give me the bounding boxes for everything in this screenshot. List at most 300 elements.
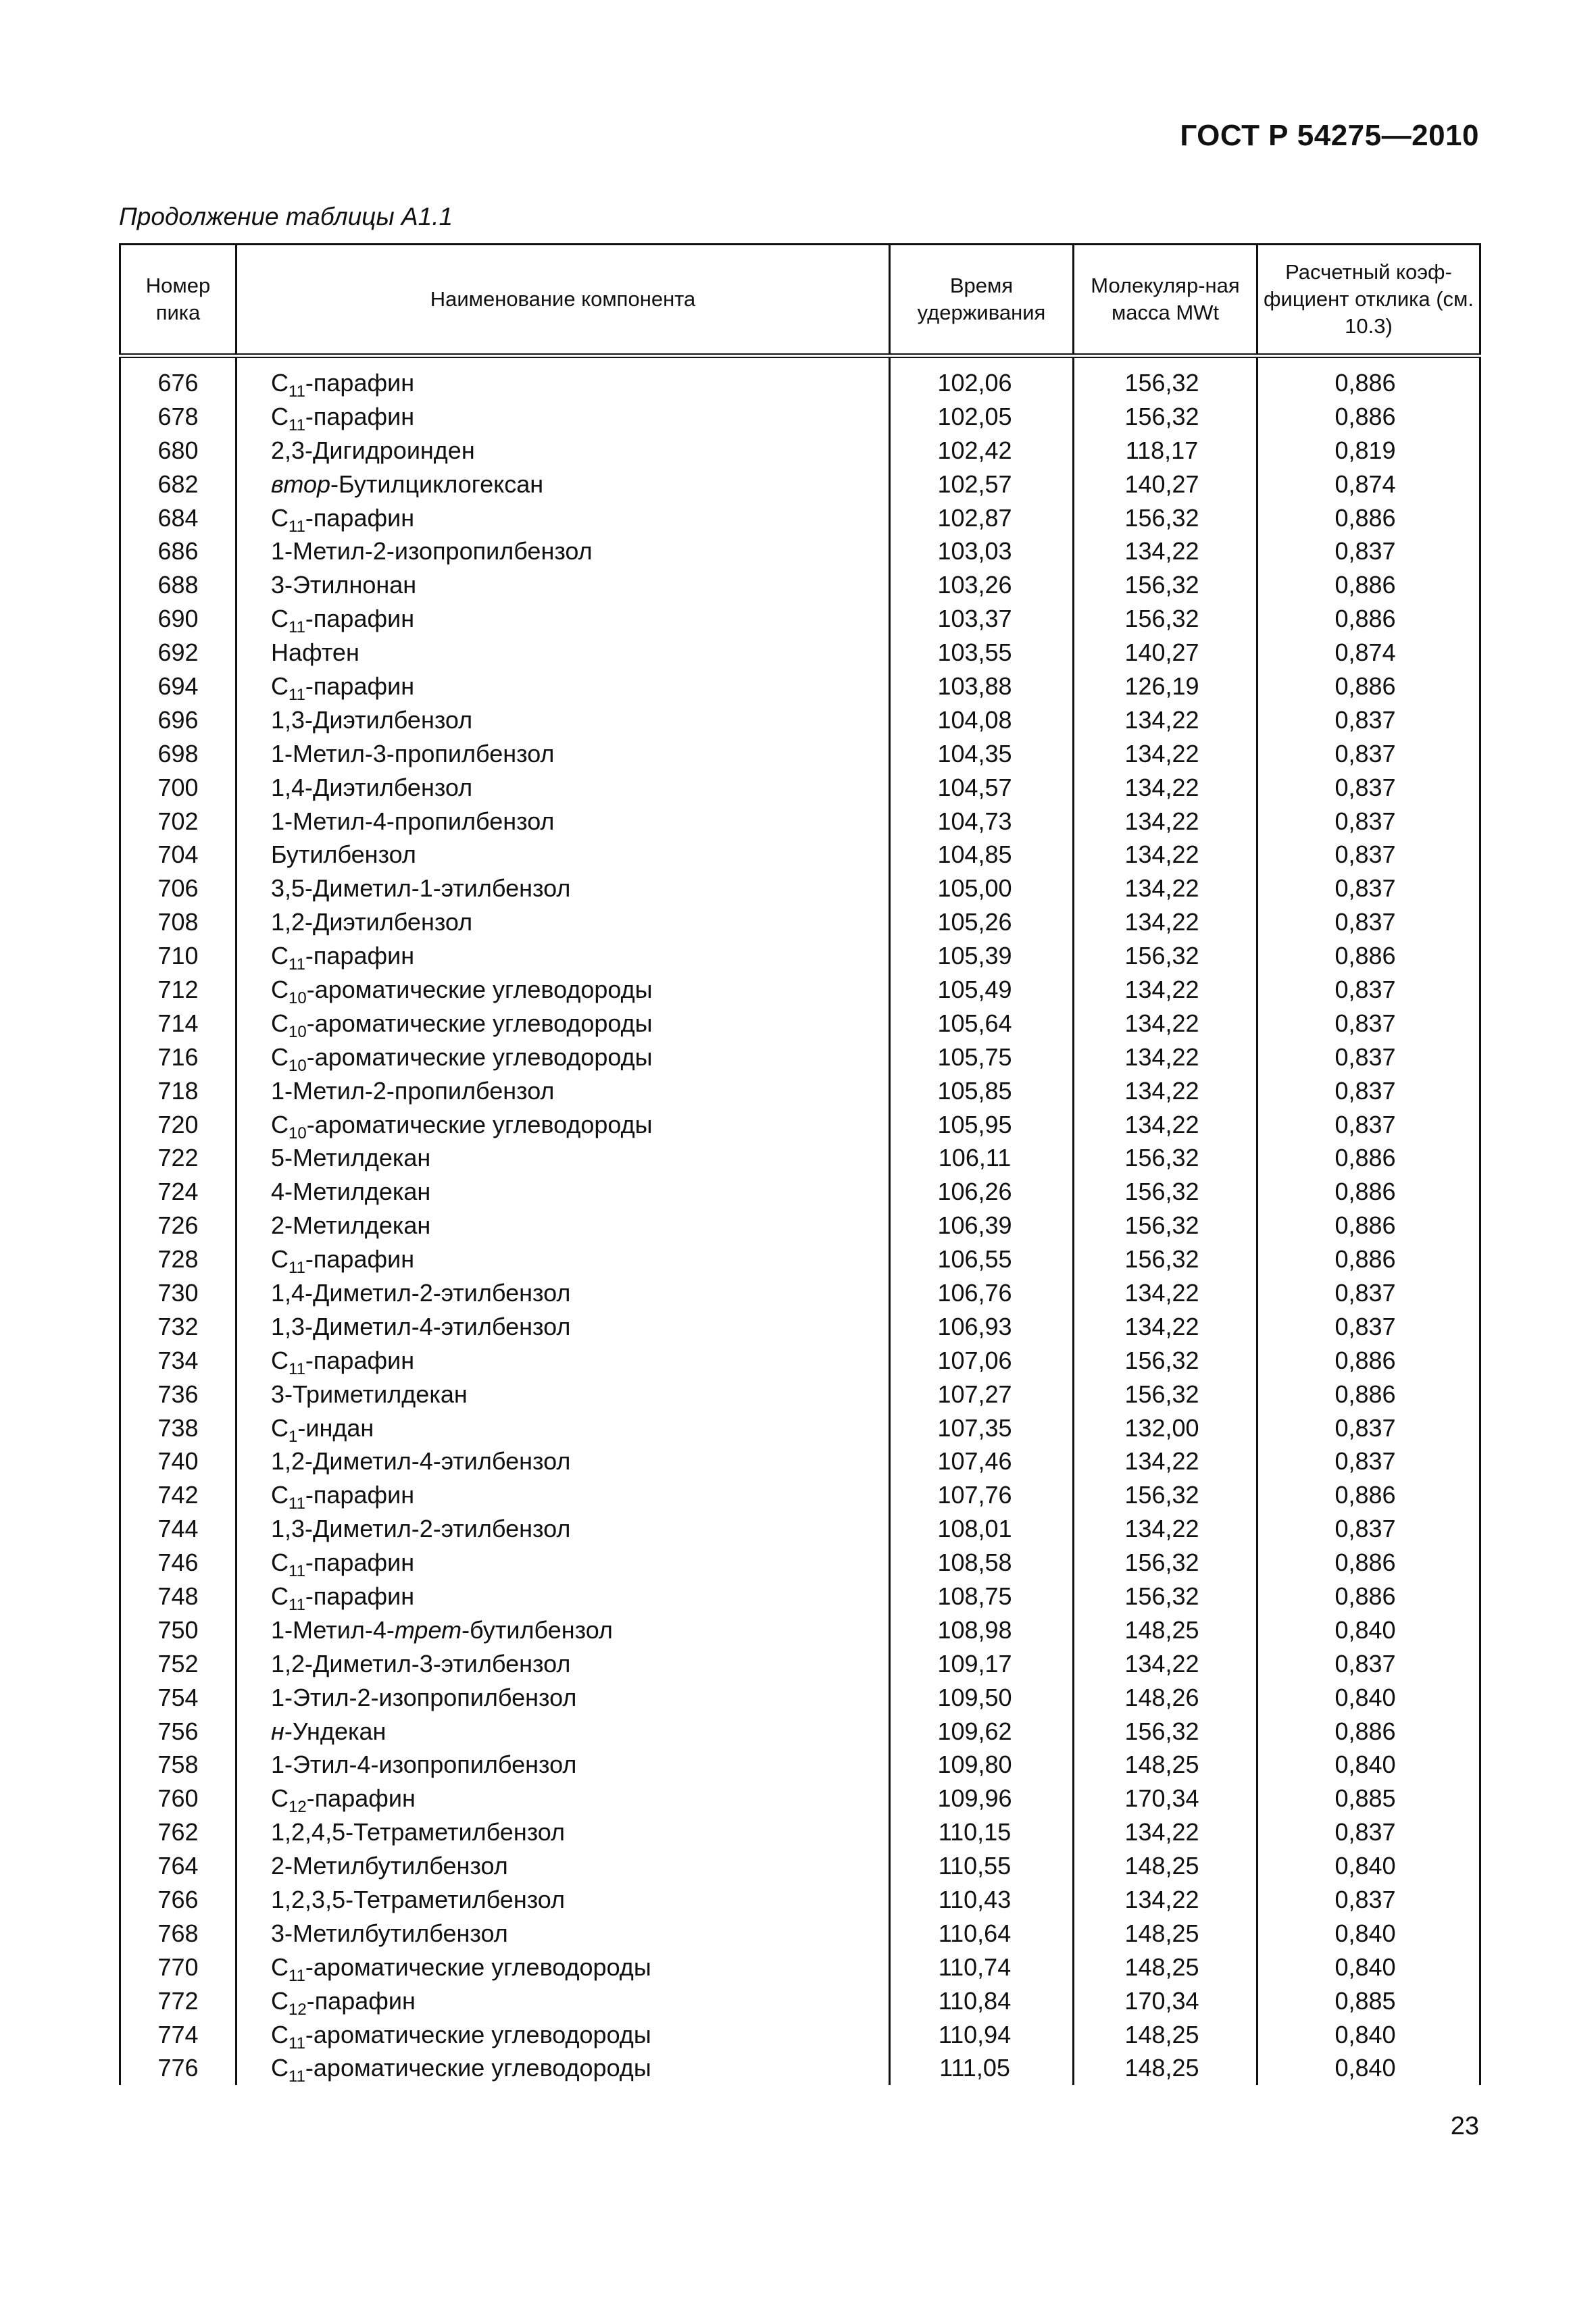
component-name-part: C <box>271 1582 289 1610</box>
peak-number: 734 <box>120 1344 236 1378</box>
response-factor: 0,874 <box>1257 636 1480 670</box>
retention-time: 104,85 <box>890 838 1074 872</box>
component-name-part: C <box>271 1346 289 1374</box>
retention-time: 110,64 <box>890 1917 1074 1951</box>
peak-number: 698 <box>120 737 236 771</box>
component-name-part: C <box>271 942 289 970</box>
response-factor: 0,840 <box>1257 1749 1480 1782</box>
component-name <box>236 1749 890 1782</box>
table-row <box>120 838 1480 872</box>
component-name-part: 1-Метил-3-пропилбензол <box>271 739 555 768</box>
component-name-part: 3-Метилбутилбензол <box>271 1919 508 1947</box>
table-row <box>120 1613 1480 1647</box>
peak-number: 712 <box>120 973 236 1007</box>
component-name <box>236 771 890 805</box>
response-factor: 0,886 <box>1257 1378 1480 1411</box>
table-row <box>120 356 1480 400</box>
component-name <box>236 1411 890 1445</box>
response-factor: 0,886 <box>1257 1175 1480 1209</box>
peak-number: 768 <box>120 1917 236 1951</box>
peak-number: 704 <box>120 838 236 872</box>
retention-time: 106,11 <box>890 1141 1074 1175</box>
peak-number: 728 <box>120 1242 236 1276</box>
component-name <box>236 1849 890 1883</box>
component-name <box>236 872 890 905</box>
table-row <box>120 1411 1480 1445</box>
peak-number: 760 <box>120 1782 236 1815</box>
peak-number: 722 <box>120 1141 236 1175</box>
molecular-mass: 156,32 <box>1074 1141 1257 1175</box>
component-name <box>236 1613 890 1647</box>
component-name <box>236 838 890 872</box>
response-factor: 0,840 <box>1257 1613 1480 1647</box>
peak-number: 684 <box>120 501 236 535</box>
response-factor: 0,837 <box>1257 838 1480 872</box>
molecular-mass: 134,22 <box>1074 1445 1257 1479</box>
peak-number: 764 <box>120 1849 236 1883</box>
peak-number: 740 <box>120 1445 236 1479</box>
response-factor: 0,840 <box>1257 2052 1480 2086</box>
retention-time: 102,87 <box>890 501 1074 535</box>
response-factor: 0,840 <box>1257 2018 1480 2052</box>
component-name-part: -ароматические углеводороды <box>306 975 653 1003</box>
component-name-part: -парафин <box>305 672 415 700</box>
molecular-mass: 156,32 <box>1074 602 1257 636</box>
response-factor: 0,837 <box>1257 805 1480 838</box>
table-row <box>120 939 1480 973</box>
table-row <box>120 2018 1480 2052</box>
peak-number: 730 <box>120 1276 236 1310</box>
molecular-mass: 148,25 <box>1074 1749 1257 1782</box>
retention-time: 102,06 <box>890 356 1074 400</box>
molecular-mass: 156,32 <box>1074 1580 1257 1613</box>
molecular-mass: 134,22 <box>1074 703 1257 737</box>
retention-time: 106,26 <box>890 1175 1074 1209</box>
component-name-part: -индан <box>297 1413 374 1442</box>
component-name <box>236 602 890 636</box>
table-row <box>120 1276 1480 1310</box>
col-header-retention-time: Время удерживания <box>890 245 1074 356</box>
molecular-mass: 134,22 <box>1074 1815 1257 1849</box>
component-name <box>236 939 890 973</box>
component-name <box>236 1580 890 1613</box>
molecular-mass: 140,27 <box>1074 636 1257 670</box>
molecular-mass: 156,32 <box>1074 400 1257 434</box>
component-name-part: C <box>271 2020 289 2048</box>
molecular-mass: 170,34 <box>1074 1782 1257 1815</box>
retention-time: 105,95 <box>890 1108 1074 1142</box>
component-name <box>236 805 890 838</box>
component-name-part: 10 <box>289 1124 307 1142</box>
retention-time: 108,01 <box>890 1512 1074 1546</box>
peak-number: 708 <box>120 905 236 939</box>
table-row <box>120 1175 1480 1209</box>
retention-time: 109,17 <box>890 1647 1074 1681</box>
peak-number: 736 <box>120 1378 236 1411</box>
retention-time: 107,76 <box>890 1478 1074 1512</box>
molecular-mass: 134,22 <box>1074 1040 1257 1074</box>
molecular-mass: 156,32 <box>1074 939 1257 973</box>
table-row <box>120 501 1480 535</box>
component-name-part: 3-Триметилдекан <box>271 1380 468 1408</box>
retention-time: 107,46 <box>890 1445 1074 1479</box>
response-factor: 0,886 <box>1257 568 1480 602</box>
component-name-part: C <box>271 503 289 532</box>
peak-number: 772 <box>120 1984 236 2018</box>
retention-time: 105,85 <box>890 1074 1074 1108</box>
response-factor: 0,886 <box>1257 1242 1480 1276</box>
component-name-part: C <box>271 1110 289 1138</box>
molecular-mass: 132,00 <box>1074 1411 1257 1445</box>
retention-time: 103,03 <box>890 534 1074 568</box>
response-factor: 0,819 <box>1257 434 1480 468</box>
table-row <box>120 1310 1480 1344</box>
peak-number: 758 <box>120 1749 236 1782</box>
component-name-part: н <box>271 1717 284 1745</box>
component-name-part: -парафин <box>305 1582 415 1610</box>
molecular-mass: 118,17 <box>1074 434 1257 468</box>
component-name-part: C <box>271 1953 289 1981</box>
component-name-part: 4-Метилдекан <box>271 1178 431 1206</box>
retention-time: 110,94 <box>890 2018 1074 2052</box>
component-name-part: C <box>271 368 289 397</box>
table-row <box>120 771 1480 805</box>
component-name-part: -парафин <box>306 1986 416 2015</box>
component-name-part: -ароматические углеводороды <box>305 2054 651 2082</box>
component-name <box>236 1546 890 1580</box>
table-row <box>120 1108 1480 1142</box>
component-name <box>236 1681 890 1715</box>
molecular-mass: 134,22 <box>1074 1108 1257 1142</box>
retention-time: 107,35 <box>890 1411 1074 1445</box>
peak-number: 686 <box>120 534 236 568</box>
component-name <box>236 636 890 670</box>
component-name-part: 1-Этил-2-изопропилбензол <box>271 1683 577 1711</box>
component-name-part: 11 <box>289 955 305 974</box>
component-name-part: 1-Метил-4-пропилбензол <box>271 807 555 835</box>
table-row <box>120 534 1480 568</box>
component-name <box>236 1040 890 1074</box>
table-row <box>120 568 1480 602</box>
table-row <box>120 1815 1480 1849</box>
molecular-mass: 140,27 <box>1074 468 1257 501</box>
component-name-part: 1-Метил-4- <box>271 1615 395 1644</box>
molecular-mass: 156,32 <box>1074 1175 1257 1209</box>
component-name-part: -парафин <box>305 605 415 633</box>
component-name <box>236 973 890 1007</box>
molecular-mass: 134,22 <box>1074 838 1257 872</box>
table-row <box>120 1749 1480 1782</box>
peak-number: 720 <box>120 1108 236 1142</box>
peak-number: 774 <box>120 2018 236 2052</box>
component-name-part: 1,2-Диметил-3-этилбензол <box>271 1649 571 1678</box>
component-name-part: C <box>271 2054 289 2082</box>
molecular-mass: 126,19 <box>1074 670 1257 703</box>
response-factor: 0,886 <box>1257 939 1480 973</box>
component-name-part: 1,4-Диэтилбензол <box>271 773 473 801</box>
component-name-part: Нафтен <box>271 638 359 667</box>
response-factor: 0,840 <box>1257 1917 1480 1951</box>
peak-number: 692 <box>120 636 236 670</box>
retention-time: 104,57 <box>890 771 1074 805</box>
retention-time: 105,64 <box>890 1007 1074 1040</box>
table-row <box>120 1917 1480 1951</box>
molecular-mass: 156,32 <box>1074 1344 1257 1378</box>
table-header-row <box>120 245 1480 356</box>
response-factor: 0,886 <box>1257 1580 1480 1613</box>
response-factor: 0,840 <box>1257 1681 1480 1715</box>
component-name-part: 2,3-Дигидроинден <box>271 436 475 464</box>
response-factor: 0,837 <box>1257 905 1480 939</box>
response-factor: 0,886 <box>1257 670 1480 703</box>
retention-time: 106,76 <box>890 1276 1074 1310</box>
peak-number: 732 <box>120 1310 236 1344</box>
component-name-part: 1,3-Диэтилбензол <box>271 705 473 734</box>
peak-number: 696 <box>120 703 236 737</box>
component-name <box>236 534 890 568</box>
peak-number: 716 <box>120 1040 236 1074</box>
table-row <box>120 1378 1480 1411</box>
retention-time: 102,57 <box>890 468 1074 501</box>
component-name-part: C <box>271 402 289 430</box>
molecular-mass: 148,25 <box>1074 1613 1257 1647</box>
retention-time: 104,73 <box>890 805 1074 838</box>
table-row <box>120 973 1480 1007</box>
component-name-part: 1,3-Диметил-4-этилбензол <box>271 1312 571 1340</box>
component-name <box>236 1310 890 1344</box>
component-name <box>236 1715 890 1749</box>
peak-number: 694 <box>120 670 236 703</box>
component-name <box>236 1478 890 1512</box>
retention-time: 102,05 <box>890 400 1074 434</box>
peak-number: 688 <box>120 568 236 602</box>
component-name-part: -парафин <box>305 1245 415 1274</box>
table-row <box>120 905 1480 939</box>
retention-time: 103,88 <box>890 670 1074 703</box>
response-factor: 0,886 <box>1257 1478 1480 1512</box>
component-name-part: 11 <box>289 1259 305 1278</box>
response-factor: 0,886 <box>1257 1546 1480 1580</box>
molecular-mass: 134,22 <box>1074 1276 1257 1310</box>
table-row <box>120 468 1480 501</box>
component-name-part: C <box>271 1042 289 1071</box>
response-factor: 0,837 <box>1257 703 1480 737</box>
response-factor: 0,837 <box>1257 872 1480 905</box>
retention-time: 109,80 <box>890 1749 1074 1782</box>
retention-time: 105,26 <box>890 905 1074 939</box>
table-row <box>120 1445 1480 1479</box>
peak-number: 690 <box>120 602 236 636</box>
component-name-part: C <box>271 605 289 633</box>
col-header-response-factor: Расчетный коэф-фициент отклика (см. 10.3) <box>1257 245 1480 356</box>
component-name-part: 1,2,3,5-Тетраметилбензол <box>271 1886 566 1914</box>
response-factor: 0,837 <box>1257 1411 1480 1445</box>
component-name-part: 1,3-Диметил-2-этилбензол <box>271 1515 571 1543</box>
peak-number: 744 <box>120 1512 236 1546</box>
table-row <box>120 1647 1480 1681</box>
peak-number: 746 <box>120 1546 236 1580</box>
table-row <box>120 872 1480 905</box>
retention-time: 106,55 <box>890 1242 1074 1276</box>
component-name <box>236 905 890 939</box>
molecular-mass: 170,34 <box>1074 1984 1257 2018</box>
retention-time: 110,84 <box>890 1984 1074 2018</box>
table-row <box>120 1546 1480 1580</box>
table-row <box>120 636 1480 670</box>
component-name-part: 2-Метилдекан <box>271 1211 431 1240</box>
retention-time: 103,55 <box>890 636 1074 670</box>
retention-time: 108,58 <box>890 1546 1074 1580</box>
component-name <box>236 1276 890 1310</box>
peak-number: 718 <box>120 1074 236 1108</box>
component-name-part: -бутилбензол <box>462 1615 613 1644</box>
component-name-part: 11 <box>289 517 305 536</box>
response-factor: 0,886 <box>1257 400 1480 434</box>
component-name-part: 11 <box>289 382 305 401</box>
response-factor: 0,886 <box>1257 1715 1480 1749</box>
component-name <box>236 1074 890 1108</box>
peak-number: 766 <box>120 1883 236 1917</box>
component-name-part: C <box>271 1481 289 1509</box>
component-name-part: C <box>271 1009 289 1037</box>
response-factor: 0,837 <box>1257 737 1480 771</box>
response-factor: 0,837 <box>1257 1310 1480 1344</box>
molecular-mass: 134,22 <box>1074 1007 1257 1040</box>
component-name-part: 11 <box>289 1359 305 1378</box>
peak-number: 676 <box>120 356 236 400</box>
component-name-part: 11 <box>289 1562 305 1581</box>
molecular-mass: 148,25 <box>1074 1849 1257 1883</box>
components-table <box>119 243 1481 2085</box>
component-name-part: -ароматические углеводороды <box>306 1110 653 1138</box>
peak-number: 752 <box>120 1647 236 1681</box>
component-name <box>236 1782 890 1815</box>
retention-time: 105,75 <box>890 1040 1074 1074</box>
component-name-part: -парафин <box>306 1784 416 1813</box>
retention-time: 103,37 <box>890 602 1074 636</box>
peak-number: 756 <box>120 1715 236 1749</box>
standard-designation: ГОСТ Р 54275—2010 <box>1180 119 1479 152</box>
component-name-part: 10 <box>289 988 307 1007</box>
component-name-part: -парафин <box>305 402 415 430</box>
response-factor: 0,837 <box>1257 973 1480 1007</box>
component-name-part: -ароматические углеводороды <box>306 1009 653 1037</box>
peak-number: 742 <box>120 1478 236 1512</box>
molecular-mass: 134,22 <box>1074 1512 1257 1546</box>
component-name-part: -ароматические углеводороды <box>305 1953 651 1981</box>
component-name-part: -парафин <box>305 503 415 532</box>
table-row <box>120 602 1480 636</box>
component-name-part: 12 <box>289 1798 307 1817</box>
component-name-part: 11 <box>289 2067 305 2086</box>
peak-number: 700 <box>120 771 236 805</box>
component-name-part: -Бутилциклогексан <box>330 470 544 498</box>
component-name-part: 11 <box>289 2034 305 2053</box>
retention-time: 103,26 <box>890 568 1074 602</box>
response-factor: 0,885 <box>1257 1984 1480 2018</box>
table-row <box>120 1681 1480 1715</box>
table-row <box>120 805 1480 838</box>
molecular-mass: 148,26 <box>1074 1681 1257 1715</box>
component-name <box>236 568 890 602</box>
molecular-mass: 156,32 <box>1074 1478 1257 1512</box>
component-name <box>236 2052 890 2086</box>
retention-time: 107,27 <box>890 1378 1074 1411</box>
retention-time: 110,43 <box>890 1883 1074 1917</box>
retention-time: 104,35 <box>890 737 1074 771</box>
table-row <box>120 1478 1480 1512</box>
peak-number: 724 <box>120 1175 236 1209</box>
component-name <box>236 703 890 737</box>
response-factor: 0,837 <box>1257 1276 1480 1310</box>
component-name-part: C <box>271 672 289 700</box>
component-name-part: -ароматические углеводороды <box>306 1042 653 1071</box>
component-name-part: Бутилбензол <box>271 840 416 869</box>
retention-time: 109,50 <box>890 1681 1074 1715</box>
response-factor: 0,837 <box>1257 1883 1480 1917</box>
component-name-part: 1-Метил-2-изопропилбензол <box>271 537 593 565</box>
table-row <box>120 703 1480 737</box>
peak-number: 678 <box>120 400 236 434</box>
component-name-part: 3-Этилнонан <box>271 571 417 599</box>
table-row <box>120 1883 1480 1917</box>
component-name-part: C <box>271 1784 289 1813</box>
component-name <box>236 1209 890 1242</box>
component-name-part: 10 <box>289 1022 307 1041</box>
response-factor: 0,886 <box>1257 1344 1480 1378</box>
retention-time: 111,05 <box>890 2052 1074 2086</box>
component-name-part: 1,2,4,5-Тетраметилбензол <box>271 1818 566 1846</box>
component-name <box>236 434 890 468</box>
table-row <box>120 1344 1480 1378</box>
component-name-part: 1,4-Диметил-2-этилбензол <box>271 1278 571 1307</box>
component-name-part: C <box>271 1245 289 1274</box>
component-name <box>236 1108 890 1142</box>
response-factor: 0,840 <box>1257 1951 1480 1984</box>
molecular-mass: 134,22 <box>1074 805 1257 838</box>
response-factor: 0,837 <box>1257 1108 1480 1142</box>
component-name-part: -ароматические углеводороды <box>305 2020 651 2048</box>
peak-number: 702 <box>120 805 236 838</box>
molecular-mass: 134,22 <box>1074 1310 1257 1344</box>
component-name <box>236 2018 890 2052</box>
peak-number: 776 <box>120 2052 236 2086</box>
response-factor: 0,837 <box>1257 1647 1480 1681</box>
peak-number: 738 <box>120 1411 236 1445</box>
peak-number: 682 <box>120 468 236 501</box>
response-factor: 0,886 <box>1257 1141 1480 1175</box>
component-name-part: 5-Метилдекан <box>271 1144 431 1172</box>
peak-number: 762 <box>120 1815 236 1849</box>
peak-number: 714 <box>120 1007 236 1040</box>
component-name <box>236 1883 890 1917</box>
molecular-mass: 134,22 <box>1074 1883 1257 1917</box>
molecular-mass: 134,22 <box>1074 872 1257 905</box>
table-row <box>120 1074 1480 1108</box>
peak-number: 710 <box>120 939 236 973</box>
molecular-mass: 134,22 <box>1074 905 1257 939</box>
component-name-part: 1,2-Диэтилбензол <box>271 908 473 936</box>
table-row <box>120 1782 1480 1815</box>
response-factor: 0,837 <box>1257 1007 1480 1040</box>
response-factor: 0,837 <box>1257 1815 1480 1849</box>
component-name <box>236 1917 890 1951</box>
molecular-mass: 134,22 <box>1074 973 1257 1007</box>
molecular-mass: 148,25 <box>1074 2052 1257 2086</box>
col-header-molecular-mass: Молекуляр-ная масса MWt <box>1074 245 1257 356</box>
peak-number: 680 <box>120 434 236 468</box>
retention-time: 102,42 <box>890 434 1074 468</box>
